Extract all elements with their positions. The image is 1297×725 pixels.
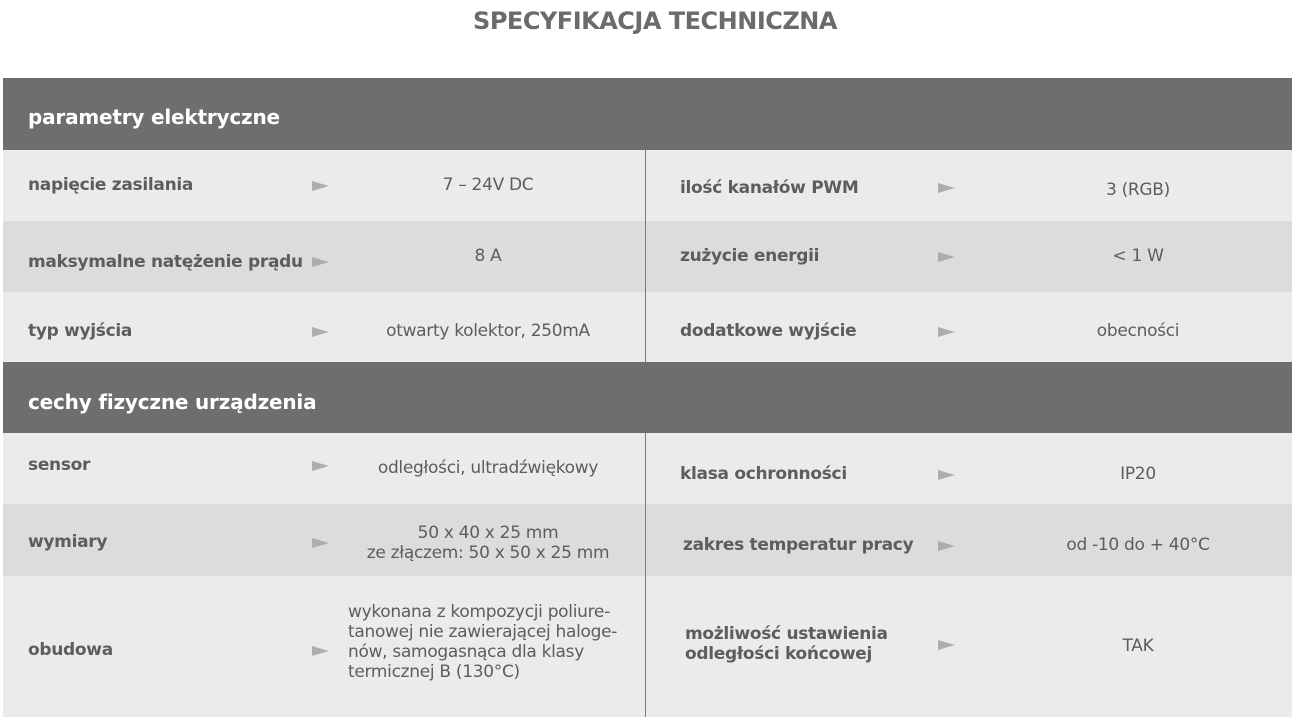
spec-label: ilość kanałów PWM: [680, 178, 859, 198]
triangle-right-arrow-icon: [312, 327, 330, 337]
spec-label: napięcie zasilania: [28, 175, 194, 195]
spec-row: [3, 221, 1292, 292]
triangle-right-arrow-icon: [312, 181, 330, 191]
triangle-right-arrow-icon: [938, 541, 956, 551]
spec-value: [333, 523, 643, 563]
spec-value: [348, 602, 631, 682]
spec-value: 7 – 24V DC: [442, 175, 534, 195]
spec-value-line: nów, samogasnąca dla klasy: [348, 642, 584, 662]
section-header-physical: cechy fizyczne urządzenia: [3, 362, 1292, 433]
spec-label: klasa ochronności: [680, 464, 847, 484]
spec-label: typ wyjścia: [28, 321, 133, 341]
spec-value: < 1 W: [1112, 246, 1164, 266]
triangle-right-arrow-icon: [938, 640, 956, 650]
spec-label: obudowa: [28, 640, 113, 660]
spec-value-line: 50 x 40 x 25 mm: [417, 523, 559, 543]
spec-row: [3, 292, 1292, 362]
spec-label-line: możliwość ustawienia: [685, 624, 888, 644]
spec-value: TAK: [1122, 636, 1154, 656]
spec-value-line: ze złączem: 50 x 50 x 25 mm: [366, 543, 610, 563]
spec-value: 3 (RGB): [1105, 180, 1171, 200]
spec-label: [685, 624, 888, 664]
spec-row: [3, 433, 1292, 504]
column-divider: [645, 150, 646, 362]
spec-value: IP20: [1120, 464, 1156, 484]
spec-row: [3, 150, 1292, 221]
column-divider: [645, 433, 646, 717]
spec-label-line: odległości końcowej: [685, 644, 873, 664]
triangle-right-arrow-icon: [312, 646, 330, 656]
spec-value: 8 A: [474, 246, 502, 266]
spec-value-line: termicznej B (130°C): [348, 662, 520, 682]
spec-value-line: wykonana z kompozycji poliure-: [348, 602, 610, 622]
spec-row: [3, 504, 1292, 576]
spec-value-line: tanowej nie zawierającej haloge-: [348, 622, 618, 642]
triangle-right-arrow-icon: [938, 470, 956, 480]
triangle-right-arrow-icon: [312, 461, 330, 471]
spec-label: dodatkowe wyjście: [680, 321, 857, 341]
spec-value: od -10 do + 40°C: [1066, 535, 1210, 555]
triangle-right-arrow-icon: [938, 327, 956, 337]
spec-label: zakres temperatur pracy: [683, 535, 914, 555]
spec-label: zużycie energii: [680, 246, 820, 266]
spec-label: wymiary: [28, 532, 108, 552]
section-header-electrical: parametry elektryczne: [3, 78, 1292, 150]
triangle-right-arrow-icon: [312, 257, 330, 267]
triangle-right-arrow-icon: [312, 538, 330, 548]
triangle-right-arrow-icon: [938, 183, 956, 193]
triangle-right-arrow-icon: [938, 252, 956, 262]
spec-value: odległości, ultradźwiękowy: [377, 458, 599, 478]
spec-label: maksymalne natężenie prądu: [28, 252, 303, 272]
page-title: SPECYFIKACJA TECHNICZNA: [473, 7, 837, 35]
spec-value: obecności: [1096, 321, 1180, 341]
spec-label: sensor: [28, 455, 91, 475]
spec-value: otwarty kolektor, 250mA: [386, 321, 590, 341]
spec-row: [3, 576, 1292, 717]
